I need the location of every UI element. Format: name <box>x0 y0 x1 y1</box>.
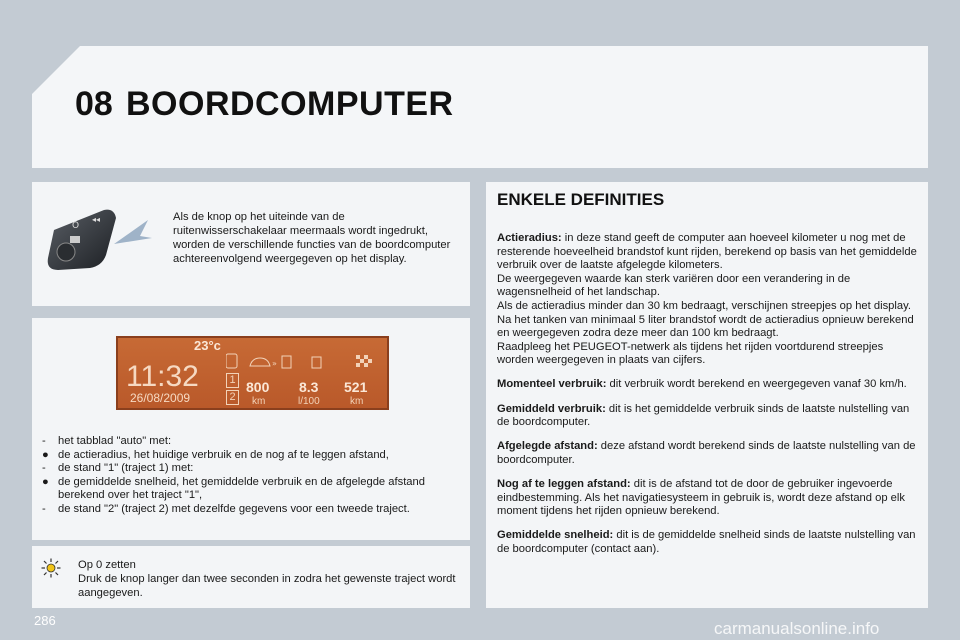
list-item: - de stand "1" (traject 1) met: <box>42 462 194 474</box>
intro-text: Als de knop op het uiteinde van de ruitenwisserschakelaar meermaals wordt ingedrukt, worden de verschillende functies van de boordcomputer achtereenvolgend weergegeven op het display. <box>173 211 451 265</box>
trip-list <box>42 435 462 516</box>
definition-item: Actieradius: in deze stand geeft de computer aan hoeveel kilometer u nog met de resterende hoeveelheid brandstof kunt rijden, berekend op basis van het gemiddelde verbruik over de laatste afgelegde kilometers. De weergegeven waarde kan sterk variëren door een verandering in de wagensnelheid of het landschap. Als de actieradius minder dan 30 km bedraagt, verschijnen streepjes op het display. Na het tanken van minimaal 5 liter brandstof wordt de actieradius opnieuw berekend en weergegeven zodra deze meer dan 100 km bedraagt. Raadpleeg het PEUGEOT-netwerk als tijdens het rijden voortdurend streepjes worden weergegeven in plaats van cijfers. <box>497 232 917 367</box>
svg-text:◂◂: ◂◂ <box>92 215 101 224</box>
tip-text <box>78 558 458 600</box>
svg-text:»: » <box>272 359 277 368</box>
definition-item: Afgelegde afstand: deze afstand wordt berekend sinds de laatste nulstelling van de boordcomputer. <box>497 440 916 466</box>
list-item: - de stand "2" (traject 2) met dezelfde gegevens voor een tweede traject. <box>42 502 410 515</box>
chapter-number: 08 <box>75 85 113 123</box>
chapter-title: BOORDCOMPUTER <box>126 85 454 123</box>
definition-item: Gemiddelde snelheid: dit is de gemiddelde snelheid sinds de laatste nulstelling van de boordcomputer (contact aan). <box>497 529 916 555</box>
fuel-pump-icon <box>282 356 291 368</box>
checkered-flag-icon <box>356 355 372 367</box>
page-number: 286 <box>34 613 56 628</box>
display-range-unit: km <box>252 396 266 407</box>
car-range-icon <box>250 358 270 366</box>
definition-item: Momenteel verbruik: dit verbruik wordt berekend en weergegeven vanaf 30 km/h. <box>497 378 907 391</box>
definition-item: Gemiddeld verbruik: dit is het gemiddelde verbruik sinds de laatste nulstelling van de boordcomputer. <box>497 402 910 429</box>
wiper-stalk-icon <box>44 200 154 280</box>
definitions-list <box>497 232 917 567</box>
list-item: - het tabblad "auto" met: <box>42 435 172 447</box>
car-tab-icon <box>226 354 237 368</box>
display-date: 26/08/2009 <box>130 391 191 405</box>
sun-icon <box>41 558 61 578</box>
tip-title: Op 0 zetten <box>78 559 136 571</box>
display-consumption-unit: l/100 <box>298 396 320 407</box>
display-temperature: 23°c <box>194 338 221 353</box>
display-trip-2: 2 <box>226 390 239 405</box>
tip-body: Druk de knop langer dan twee seconden in zodra het gewenste traject wordt aangegeven. <box>78 573 456 599</box>
display-distance-value: 521 <box>344 379 368 395</box>
display-consumption-value: 8.3 <box>299 379 319 395</box>
multifunction-display <box>116 336 389 410</box>
display-range-value: 800 <box>246 379 270 395</box>
display-distance-unit: km <box>350 396 364 407</box>
definition-item: Nog af te leggen afstand: dit is de afstand tot de door de gebruiker ingevoerde eindbestemming. Als het navigatiesysteem in gebruik is, wordt deze afstand op elk moment tijdens het rijden opnieuw berekend. <box>497 477 905 518</box>
list-item: ● de actieradius, het huidige verbruik en de nog af te leggen afstand, <box>42 448 389 461</box>
display-time: 11:32 <box>126 360 199 393</box>
arrow-icon <box>114 220 152 244</box>
fuel-can-icon <box>312 357 321 368</box>
list-item: ● de gemiddelde snelheid, het gemiddelde verbruik en de afgelegde afstand berekend over het traject "1", <box>42 475 425 501</box>
display-icons <box>226 352 386 372</box>
definitions-title: ENKELE DEFINITIES <box>497 190 665 209</box>
display-trip-1: 1 <box>226 373 239 388</box>
svg-text:O: O <box>72 221 80 231</box>
watermark: carmanualsonline.info <box>714 619 880 638</box>
